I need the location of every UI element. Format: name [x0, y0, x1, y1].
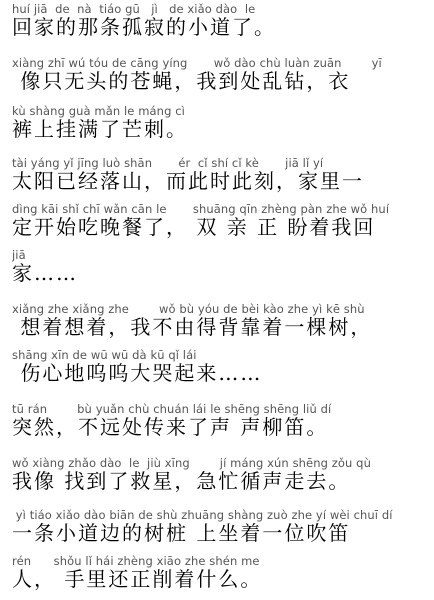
pinyin-row: rén shǒu lǐ hái zhèng xiāo zhe shén me [12, 554, 260, 568]
pinyin-row: shāng xīn de wū wū dà kū qǐ lái [12, 348, 197, 362]
text-line-12 [12, 554, 428, 592]
hanzi-row: 家…… [12, 261, 78, 285]
hanzi-row: 伤心地呜呜大哭起来…… [12, 361, 263, 385]
text-line-5 [12, 202, 428, 240]
pinyin-row: tài yáng yǐ jīng luò shān ér cǐ shí cǐ kè jiā lǐ yí [12, 156, 324, 170]
hanzi-row: 太阳已经落山，而此时此刻，家里一 [12, 169, 364, 193]
pinyin-row: tū rán bù yuǎn chù chuán lái le shēng shēng liǔ dí [12, 402, 332, 416]
pinyin-row: xiàng zhī wú tóu de cāng yíng wǒ dào chù luàn zuān yī [12, 56, 382, 70]
text-line-1 [12, 2, 428, 40]
pinyin-row: dìng kāi shǐ chī wǎn cān le shuāng qīn zhèng pàn zhe wǒ huí [12, 202, 390, 216]
text-line-11 [12, 508, 428, 546]
text-line-6 [12, 248, 428, 286]
pinyin-row: kù shàng guà mǎn le máng cì [12, 104, 185, 118]
text-line-10 [12, 456, 428, 494]
hanzi-row: 突然，不远处传来了声 声柳笛。 [12, 415, 329, 439]
hanzi-row: 人， 手里还正削着什么。 [12, 567, 263, 591]
hanzi-row: 回家的那条孤寂的小道了。 [12, 15, 276, 39]
hanzi-row: 裤上挂满了芒刺。 [12, 117, 188, 141]
text-line-2 [12, 56, 428, 94]
text-line-7 [12, 302, 428, 340]
pinyin-row: yì tiáo xiǎo dào biān de shù zhuāng shàng zuò zhe yí wèi chuī dí [12, 508, 393, 522]
hanzi-row: 定开始吃晚餐了， 双 亲 正 盼着我回 [12, 215, 376, 239]
text-line-8 [12, 348, 428, 386]
hanzi-row: 想着想着，我不由得背靠着一棵树， [12, 315, 373, 339]
pinyin-row: xiǎng zhe xiǎng zhe wǒ bù yóu de bèi kào zhe yì kē shù [12, 302, 365, 316]
text-line-4 [12, 156, 428, 194]
pinyin-row: jiā [12, 248, 26, 262]
pinyin-row: huí jiā de nà tiáo gū jì de xiǎo dào le [12, 2, 256, 16]
hanzi-row: 一条小道边的树桩 上坐着一位吹笛 [12, 521, 351, 545]
text-line-3 [12, 104, 428, 142]
hanzi-row: 像只无头的苍蝇，我到处乱钻，衣 [12, 69, 351, 93]
hanzi-row: 我像 找到了救星，急忙循声走去。 [12, 469, 351, 493]
text-line-9 [12, 402, 428, 440]
pinyin-row: wǒ xiàng zhǎo dào le jiù xīng jí máng xún shēng zǒu qù [12, 456, 371, 470]
